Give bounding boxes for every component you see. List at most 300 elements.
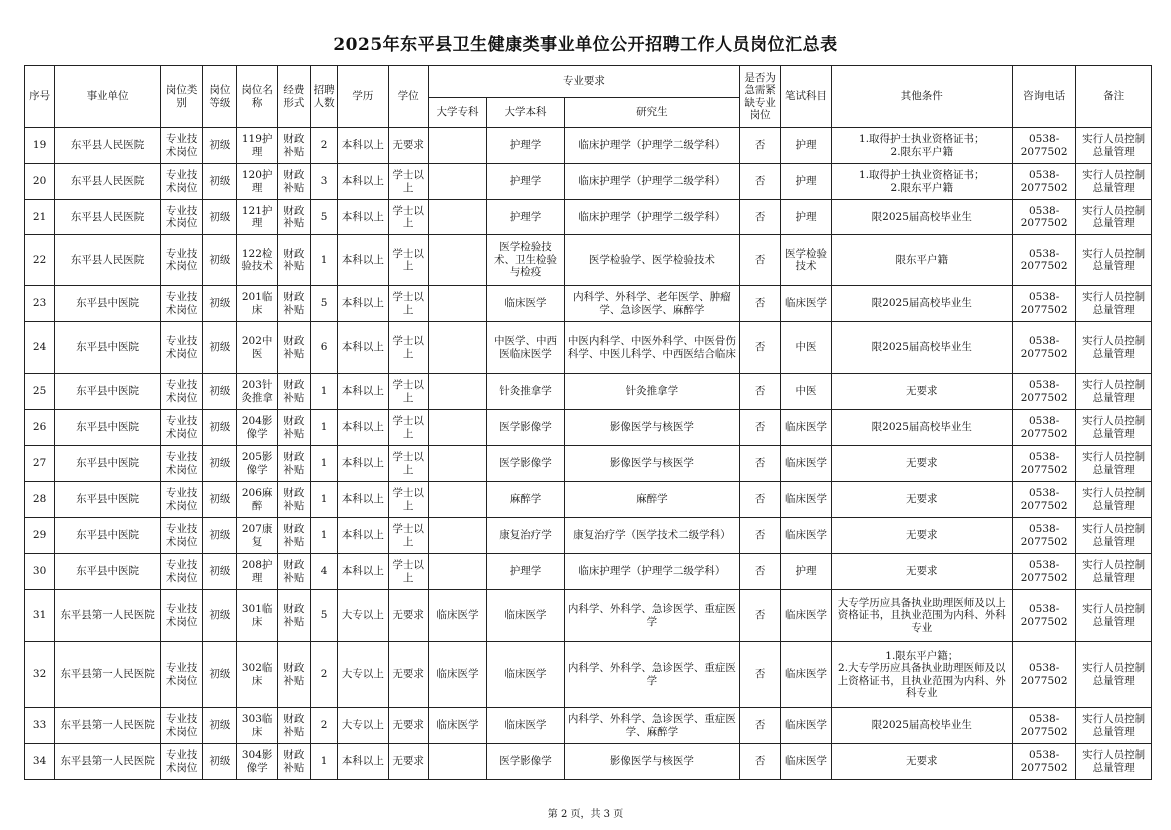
header-phone: 咨询电话 — [1012, 66, 1075, 128]
cell-seq: 33 — [25, 708, 55, 744]
recruitment-table — [24, 65, 1152, 780]
cell-urgent: 否 — [740, 642, 781, 708]
cell-funding: 财政补贴 — [277, 164, 310, 200]
cell-major-grad: 临床护理学（护理学二级学科） — [564, 554, 739, 590]
cell-note: 实行人员控制总量管理 — [1076, 554, 1152, 590]
cell-funding: 财政补贴 — [277, 642, 310, 708]
cell-major-bachelor: 护理学 — [487, 164, 565, 200]
cell-edu: 本科以上 — [338, 128, 388, 164]
cell-note: 实行人员控制总量管理 — [1076, 286, 1152, 322]
cell-unit: 东平县中医院 — [55, 482, 161, 518]
cell-funding: 财政补贴 — [277, 482, 310, 518]
table-row — [25, 410, 1152, 446]
table-row — [25, 708, 1152, 744]
cell-funding: 财政补贴 — [277, 374, 310, 410]
cell-category: 专业技术岗位 — [160, 410, 202, 446]
cell-other: 1.取得护士执业资格证书； 2.限东平户籍 — [831, 164, 1012, 200]
cell-major-grad: 麻醉学 — [564, 482, 739, 518]
cell-phone: 0538-2077502 — [1012, 410, 1075, 446]
cell-major-bachelor: 临床医学 — [487, 286, 565, 322]
cell-post: 121护理 — [237, 200, 277, 235]
cell-other: 无要求 — [831, 374, 1012, 410]
cell-major-college — [428, 518, 486, 554]
header-category: 岗位类别 — [160, 66, 202, 128]
cell-edu: 本科以上 — [338, 286, 388, 322]
cell-major-college — [428, 554, 486, 590]
cell-count: 4 — [310, 554, 337, 590]
cell-unit: 东平县中医院 — [55, 374, 161, 410]
cell-note: 实行人员控制总量管理 — [1076, 410, 1152, 446]
cell-category: 专业技术岗位 — [160, 164, 202, 200]
cell-other: 无要求 — [831, 482, 1012, 518]
cell-major-bachelor: 麻醉学 — [487, 482, 565, 518]
cell-level: 初级 — [203, 128, 237, 164]
cell-count: 1 — [310, 482, 337, 518]
cell-other: 限2025届高校毕业生 — [831, 286, 1012, 322]
cell-level: 初级 — [203, 322, 237, 374]
cell-seq: 32 — [25, 642, 55, 708]
cell-edu: 大专以上 — [338, 642, 388, 708]
cell-funding: 财政补贴 — [277, 128, 310, 164]
cell-major-grad: 针灸推拿学 — [564, 374, 739, 410]
cell-major-college — [428, 164, 486, 200]
cell-level: 初级 — [203, 642, 237, 708]
cell-category: 专业技术岗位 — [160, 590, 202, 642]
cell-category: 专业技术岗位 — [160, 235, 202, 286]
header-exam: 笔试科目 — [781, 66, 831, 128]
cell-degree: 无要求 — [388, 128, 428, 164]
cell-degree: 学士以上 — [388, 322, 428, 374]
cell-phone: 0538-2077502 — [1012, 708, 1075, 744]
cell-major-college — [428, 200, 486, 235]
cell-urgent: 否 — [740, 708, 781, 744]
cell-major-college — [428, 374, 486, 410]
cell-other: 限东平户籍 — [831, 235, 1012, 286]
cell-level: 初级 — [203, 410, 237, 446]
cell-phone: 0538-2077502 — [1012, 235, 1075, 286]
cell-urgent: 否 — [740, 286, 781, 322]
cell-post: 207康复 — [237, 518, 277, 554]
cell-note: 实行人员控制总量管理 — [1076, 322, 1152, 374]
cell-seq: 21 — [25, 200, 55, 235]
cell-count: 6 — [310, 322, 337, 374]
cell-count: 1 — [310, 410, 337, 446]
cell-unit: 东平县第一人民医院 — [55, 744, 161, 780]
header-unit: 事业单位 — [55, 66, 161, 128]
cell-exam: 临床医学 — [781, 286, 831, 322]
cell-category: 专业技术岗位 — [160, 554, 202, 590]
cell-edu: 大专以上 — [338, 590, 388, 642]
cell-funding: 财政补贴 — [277, 235, 310, 286]
cell-degree: 学士以上 — [388, 286, 428, 322]
cell-unit: 东平县人民医院 — [55, 235, 161, 286]
header-degree: 学位 — [388, 66, 428, 128]
cell-funding: 财政补贴 — [277, 200, 310, 235]
cell-seq: 25 — [25, 374, 55, 410]
cell-other: 限2025届高校毕业生 — [831, 200, 1012, 235]
cell-major-bachelor: 护理学 — [487, 128, 565, 164]
cell-phone: 0538-2077502 — [1012, 374, 1075, 410]
table-row — [25, 322, 1152, 374]
cell-edu: 大专以上 — [338, 708, 388, 744]
cell-count: 5 — [310, 200, 337, 235]
cell-category: 专业技术岗位 — [160, 200, 202, 235]
cell-post: 302临床 — [237, 642, 277, 708]
cell-edu: 本科以上 — [338, 164, 388, 200]
cell-urgent: 否 — [740, 482, 781, 518]
cell-seq: 22 — [25, 235, 55, 286]
cell-degree: 无要求 — [388, 744, 428, 780]
cell-degree: 学士以上 — [388, 518, 428, 554]
cell-note: 实行人员控制总量管理 — [1076, 518, 1152, 554]
cell-post: 204影像学 — [237, 410, 277, 446]
cell-post: 205影像学 — [237, 446, 277, 482]
cell-note: 实行人员控制总量管理 — [1076, 200, 1152, 235]
cell-major-grad: 内科学、外科学、老年医学、肿瘤学、急诊医学、麻醉学 — [564, 286, 739, 322]
cell-edu: 本科以上 — [338, 554, 388, 590]
cell-major-college — [428, 322, 486, 374]
cell-seq: 26 — [25, 410, 55, 446]
cell-level: 初级 — [203, 744, 237, 780]
cell-urgent: 否 — [740, 374, 781, 410]
cell-degree: 无要求 — [388, 642, 428, 708]
cell-seq: 23 — [25, 286, 55, 322]
cell-urgent: 否 — [740, 410, 781, 446]
cell-urgent: 否 — [740, 200, 781, 235]
cell-level: 初级 — [203, 446, 237, 482]
cell-exam: 护理 — [781, 554, 831, 590]
header-major-grad: 研究生 — [564, 98, 739, 128]
cell-unit: 东平县中医院 — [55, 518, 161, 554]
cell-funding: 财政补贴 — [277, 590, 310, 642]
cell-major-grad: 医学检验学、医学检验技术 — [564, 235, 739, 286]
cell-major-bachelor: 医学检验技术、卫生检验与检疫 — [487, 235, 565, 286]
cell-funding: 财政补贴 — [277, 554, 310, 590]
cell-note: 实行人员控制总量管理 — [1076, 708, 1152, 744]
cell-degree: 无要求 — [388, 708, 428, 744]
cell-category: 专业技术岗位 — [160, 744, 202, 780]
header-level: 岗位等级 — [203, 66, 237, 128]
cell-category: 专业技术岗位 — [160, 446, 202, 482]
cell-unit: 东平县人民医院 — [55, 164, 161, 200]
table-row — [25, 518, 1152, 554]
cell-exam: 临床医学 — [781, 590, 831, 642]
cell-seq: 27 — [25, 446, 55, 482]
cell-major-college: 临床医学 — [428, 708, 486, 744]
cell-funding: 财政补贴 — [277, 446, 310, 482]
cell-post: 120护理 — [237, 164, 277, 200]
table-body — [25, 128, 1152, 780]
cell-urgent: 否 — [740, 744, 781, 780]
header-urgent: 是否为急需紧缺专业岗位 — [740, 66, 781, 128]
cell-post: 206麻醉 — [237, 482, 277, 518]
cell-unit: 东平县第一人民医院 — [55, 590, 161, 642]
cell-level: 初级 — [203, 708, 237, 744]
cell-edu: 本科以上 — [338, 410, 388, 446]
header-major-bachelor: 大学本科 — [487, 98, 565, 128]
cell-seq: 28 — [25, 482, 55, 518]
cell-phone: 0538-2077502 — [1012, 164, 1075, 200]
cell-phone: 0538-2077502 — [1012, 128, 1075, 164]
cell-unit: 东平县人民医院 — [55, 128, 161, 164]
cell-unit: 东平县第一人民医院 — [55, 642, 161, 708]
table-row — [25, 128, 1152, 164]
cell-exam: 临床医学 — [781, 518, 831, 554]
header-post: 岗位名称 — [237, 66, 277, 128]
cell-post: 304影像学 — [237, 744, 277, 780]
cell-major-grad: 中医内科学、中医外科学、中医骨伤科学、中医儿科学、中西医结合临床 — [564, 322, 739, 374]
cell-post: 202中医 — [237, 322, 277, 374]
cell-post: 122检验技术 — [237, 235, 277, 286]
cell-post: 301临床 — [237, 590, 277, 642]
cell-major-bachelor: 临床医学 — [487, 708, 565, 744]
cell-level: 初级 — [203, 286, 237, 322]
cell-count: 1 — [310, 374, 337, 410]
cell-phone: 0538-2077502 — [1012, 200, 1075, 235]
cell-other: 1.取得护士执业资格证书； 2.限东平户籍 — [831, 128, 1012, 164]
cell-major-college: 临床医学 — [428, 642, 486, 708]
cell-major-college — [428, 286, 486, 322]
page-footer: 第 2 页，共 3 页 — [547, 809, 624, 820]
cell-count: 2 — [310, 128, 337, 164]
table-row — [25, 164, 1152, 200]
cell-edu: 本科以上 — [338, 235, 388, 286]
page-title: 2025年东平县卫生健康类事业单位公开招聘工作人员岗位汇总表 — [333, 35, 838, 55]
cell-unit: 东平县人民医院 — [55, 200, 161, 235]
cell-funding: 财政补贴 — [277, 322, 310, 374]
cell-count: 2 — [310, 642, 337, 708]
cell-urgent: 否 — [740, 128, 781, 164]
cell-exam: 临床医学 — [781, 708, 831, 744]
cell-funding: 财政补贴 — [277, 518, 310, 554]
cell-exam: 临床医学 — [781, 410, 831, 446]
cell-major-college: 临床医学 — [428, 590, 486, 642]
cell-unit: 东平县第一人民医院 — [55, 708, 161, 744]
table-row — [25, 200, 1152, 235]
table-row — [25, 235, 1152, 286]
cell-seq: 19 — [25, 128, 55, 164]
cell-major-bachelor: 康复治疗学 — [487, 518, 565, 554]
cell-unit: 东平县中医院 — [55, 554, 161, 590]
cell-count: 1 — [310, 235, 337, 286]
cell-post: 119护理 — [237, 128, 277, 164]
cell-category: 专业技术岗位 — [160, 374, 202, 410]
cell-level: 初级 — [203, 200, 237, 235]
cell-other: 限2025届高校毕业生 — [831, 708, 1012, 744]
table-row — [25, 744, 1152, 780]
table-row — [25, 286, 1152, 322]
cell-unit: 东平县中医院 — [55, 410, 161, 446]
cell-other: 1.限东平户籍； 2.大专学历应具备执业助理医师及以上资格证书，且执业范围为内科、外科专业 — [831, 642, 1012, 708]
cell-other: 无要求 — [831, 446, 1012, 482]
cell-seq: 34 — [25, 744, 55, 780]
cell-major-bachelor: 临床医学 — [487, 590, 565, 642]
cell-note: 实行人员控制总量管理 — [1076, 164, 1152, 200]
cell-post: 208护理 — [237, 554, 277, 590]
cell-unit: 东平县中医院 — [55, 322, 161, 374]
cell-major-grad: 临床护理学（护理学二级学科） — [564, 200, 739, 235]
cell-seq: 20 — [25, 164, 55, 200]
cell-exam: 临床医学 — [781, 744, 831, 780]
cell-major-bachelor: 医学影像学 — [487, 744, 565, 780]
cell-level: 初级 — [203, 164, 237, 200]
cell-level: 初级 — [203, 235, 237, 286]
cell-exam: 护理 — [781, 128, 831, 164]
table-row — [25, 374, 1152, 410]
cell-urgent: 否 — [740, 446, 781, 482]
cell-post: 201临床 — [237, 286, 277, 322]
cell-edu: 本科以上 — [338, 374, 388, 410]
cell-major-bachelor: 医学影像学 — [487, 446, 565, 482]
cell-phone: 0538-2077502 — [1012, 590, 1075, 642]
cell-unit: 东平县中医院 — [55, 286, 161, 322]
cell-major-bachelor: 护理学 — [487, 554, 565, 590]
cell-urgent: 否 — [740, 554, 781, 590]
cell-phone: 0538-2077502 — [1012, 642, 1075, 708]
cell-note: 实行人员控制总量管理 — [1076, 642, 1152, 708]
cell-note: 实行人员控制总量管理 — [1076, 235, 1152, 286]
cell-major-grad: 临床护理学（护理学二级学科） — [564, 128, 739, 164]
cell-major-grad: 影像医学与核医学 — [564, 744, 739, 780]
cell-level: 初级 — [203, 518, 237, 554]
cell-count: 2 — [310, 708, 337, 744]
cell-post: 203针灸推拿 — [237, 374, 277, 410]
header-funding: 经费形式 — [277, 66, 310, 128]
cell-edu: 本科以上 — [338, 482, 388, 518]
cell-note: 实行人员控制总量管理 — [1076, 374, 1152, 410]
cell-urgent: 否 — [740, 322, 781, 374]
cell-edu: 本科以上 — [338, 446, 388, 482]
cell-category: 专业技术岗位 — [160, 322, 202, 374]
table-row — [25, 446, 1152, 482]
cell-exam: 中医 — [781, 322, 831, 374]
table-row — [25, 554, 1152, 590]
cell-major-grad: 临床护理学（护理学二级学科） — [564, 164, 739, 200]
header-major-group: 专业要求 — [428, 66, 739, 98]
cell-major-bachelor: 临床医学 — [487, 642, 565, 708]
cell-degree: 学士以上 — [388, 554, 428, 590]
cell-note: 实行人员控制总量管理 — [1076, 590, 1152, 642]
cell-seq: 24 — [25, 322, 55, 374]
cell-category: 专业技术岗位 — [160, 286, 202, 322]
cell-major-bachelor: 医学影像学 — [487, 410, 565, 446]
cell-major-grad: 康复治疗学（医学技术二级学科） — [564, 518, 739, 554]
cell-note: 实行人员控制总量管理 — [1076, 744, 1152, 780]
cell-major-bachelor: 护理学 — [487, 200, 565, 235]
cell-major-college — [428, 446, 486, 482]
cell-unit: 东平县中医院 — [55, 446, 161, 482]
cell-major-college — [428, 744, 486, 780]
cell-urgent: 否 — [740, 235, 781, 286]
cell-major-grad: 内科学、外科学、急诊医学、重症医学 — [564, 590, 739, 642]
cell-other: 无要求 — [831, 554, 1012, 590]
cell-other: 限2025届高校毕业生 — [831, 322, 1012, 374]
header-count: 招聘人数 — [310, 66, 337, 128]
cell-other: 大专学历应具备执业助理医师及以上资格证书，且执业范围为内科、外科专业 — [831, 590, 1012, 642]
table-row — [25, 642, 1152, 708]
cell-funding: 财政补贴 — [277, 286, 310, 322]
header-note: 备注 — [1076, 66, 1152, 128]
cell-phone: 0538-2077502 — [1012, 482, 1075, 518]
cell-count: 3 — [310, 164, 337, 200]
cell-other: 无要求 — [831, 518, 1012, 554]
cell-exam: 临床医学 — [781, 482, 831, 518]
cell-other: 限2025届高校毕业生 — [831, 410, 1012, 446]
cell-edu: 本科以上 — [338, 518, 388, 554]
cell-degree: 学士以上 — [388, 446, 428, 482]
cell-urgent: 否 — [740, 518, 781, 554]
cell-major-grad: 内科学、外科学、急诊医学、重症医学 — [564, 642, 739, 708]
cell-phone: 0538-2077502 — [1012, 446, 1075, 482]
table-row — [25, 590, 1152, 642]
cell-post: 303临床 — [237, 708, 277, 744]
cell-exam: 中医 — [781, 374, 831, 410]
cell-edu: 本科以上 — [338, 200, 388, 235]
cell-degree: 无要求 — [388, 590, 428, 642]
cell-edu: 本科以上 — [338, 322, 388, 374]
cell-level: 初级 — [203, 482, 237, 518]
cell-degree: 学士以上 — [388, 374, 428, 410]
cell-degree: 学士以上 — [388, 200, 428, 235]
cell-seq: 30 — [25, 554, 55, 590]
cell-phone: 0538-2077502 — [1012, 518, 1075, 554]
cell-category: 专业技术岗位 — [160, 482, 202, 518]
cell-category: 专业技术岗位 — [160, 128, 202, 164]
cell-count: 1 — [310, 744, 337, 780]
cell-major-bachelor: 针灸推拿学 — [487, 374, 565, 410]
cell-major-bachelor: 中医学、中西医临床医学 — [487, 322, 565, 374]
cell-exam: 临床医学 — [781, 642, 831, 708]
cell-funding: 财政补贴 — [277, 708, 310, 744]
cell-count: 1 — [310, 518, 337, 554]
cell-phone: 0538-2077502 — [1012, 554, 1075, 590]
cell-category: 专业技术岗位 — [160, 518, 202, 554]
header-major-college: 大学专科 — [428, 98, 486, 128]
header-edu: 学历 — [338, 66, 388, 128]
cell-funding: 财政补贴 — [277, 744, 310, 780]
header-other: 其他条件 — [831, 66, 1012, 128]
cell-degree: 学士以上 — [388, 164, 428, 200]
table-row — [25, 482, 1152, 518]
cell-funding: 财政补贴 — [277, 410, 310, 446]
cell-degree: 学士以上 — [388, 410, 428, 446]
cell-exam: 医学检验技术 — [781, 235, 831, 286]
cell-level: 初级 — [203, 554, 237, 590]
cell-exam: 临床医学 — [781, 446, 831, 482]
cell-seq: 31 — [25, 590, 55, 642]
cell-seq: 29 — [25, 518, 55, 554]
cell-count: 5 — [310, 590, 337, 642]
cell-urgent: 否 — [740, 590, 781, 642]
cell-count: 5 — [310, 286, 337, 322]
cell-category: 专业技术岗位 — [160, 642, 202, 708]
cell-degree: 学士以上 — [388, 235, 428, 286]
cell-note: 实行人员控制总量管理 — [1076, 128, 1152, 164]
cell-major-college — [428, 482, 486, 518]
cell-count: 1 — [310, 446, 337, 482]
cell-major-college — [428, 410, 486, 446]
cell-major-grad: 影像医学与核医学 — [564, 446, 739, 482]
cell-other: 无要求 — [831, 744, 1012, 780]
cell-exam: 护理 — [781, 200, 831, 235]
cell-major-grad: 影像医学与核医学 — [564, 410, 739, 446]
cell-exam: 护理 — [781, 164, 831, 200]
cell-level: 初级 — [203, 374, 237, 410]
cell-major-grad: 内科学、外科学、急诊医学、重症医学、麻醉学 — [564, 708, 739, 744]
cell-note: 实行人员控制总量管理 — [1076, 446, 1152, 482]
cell-degree: 学士以上 — [388, 482, 428, 518]
cell-phone: 0538-2077502 — [1012, 286, 1075, 322]
